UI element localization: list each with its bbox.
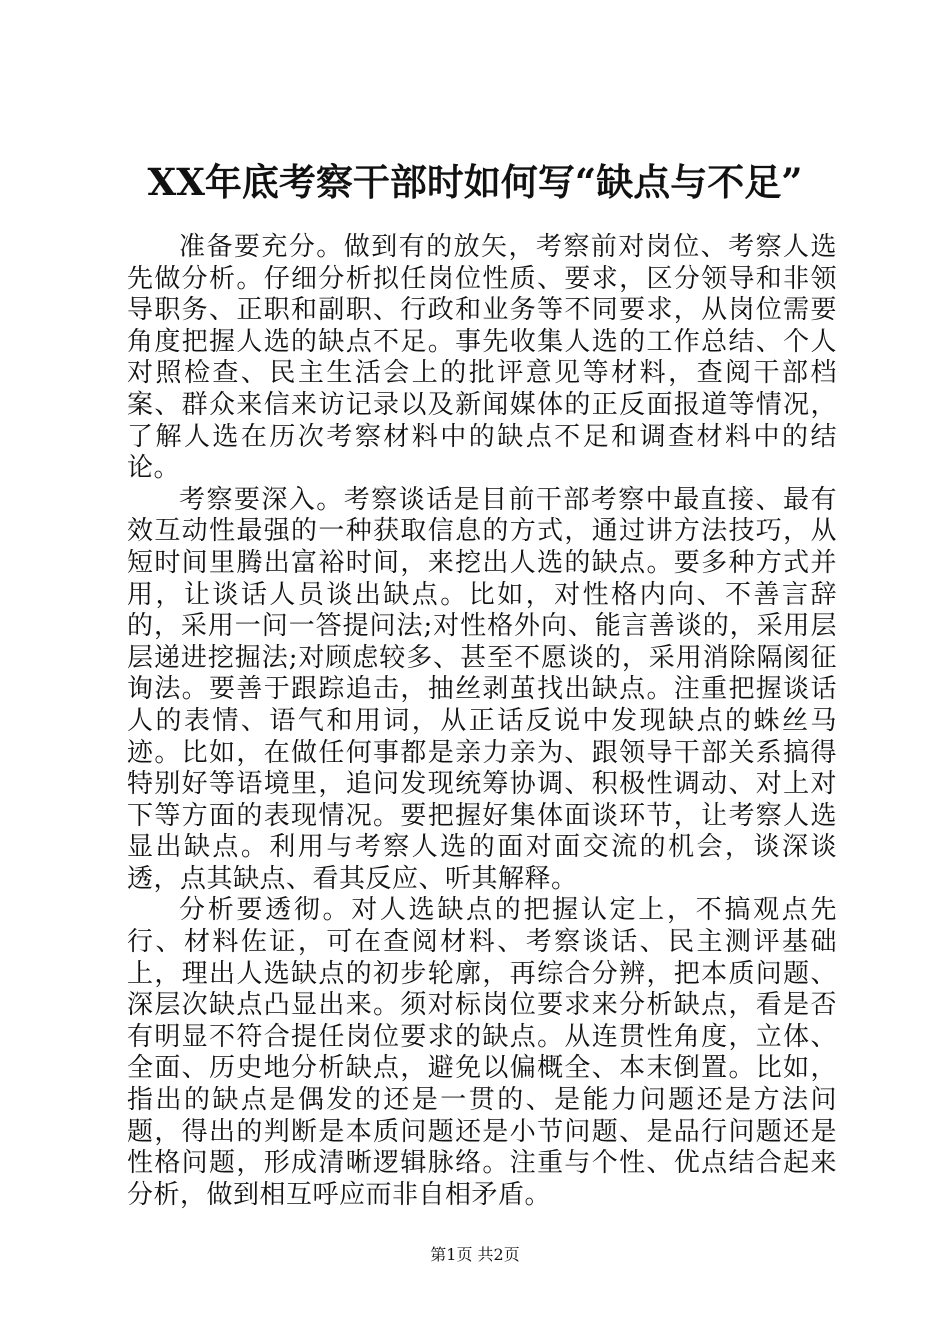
- paragraph-preparation: 准备要充分。做到有的放矢，考察前对岗位、考察人选先做分析。仔细分析拟任岗位性质、要求，区分领导和非领导职务、正职和副职、行政和业务等不同要求，从岗位需要角度把握人选的缺点不足。事先收集人选的工作总结、个人对照检查、民主生活会上的批评意见等材料，查阅干部档案、群众来信来访记录以及新闻媒体的正反面报道等情况，了解人选在历次考察材料中的缺点不足和调查材料中的结论。: [127, 232, 837, 484]
- page-footer: 第1页 共2页: [430, 1245, 520, 1264]
- document-body: [127, 232, 837, 1211]
- paragraph-analysis: 分析要透彻。对人选缺点的把握认定上，不搞观点先行、材料佐证，可在查阅材料、考察谈话、民主测评基础上，理出人选缺点的初步轮廓，再综合分辨，把本质问题、深层次缺点凸显出来。须对标岗位要求来分析缺点，看是否有明显不符合提任岗位要求的缺点。从连贯性角度，立体、全面、历史地分析缺点，避免以偏概全、本末倒置。比如，指出的缺点是偶发的还是一贯的、是能力问题还是方法问题，得出的判断是本质问题还是小节问题、是品行问题还是性格问题，形成清晰逻辑脉络。注重与个性、优点结合起来分析，做到相互呼应而非自相矛盾。: [127, 895, 837, 1210]
- document-title: XX年底考察干部时如何写“缺点与不足”: [147, 160, 803, 204]
- paragraph-investigation: 考察要深入。考察谈话是目前干部考察中最直接、最有效互动性最强的一种获取信息的方式，通过讲方法技巧，从短时间里腾出富裕时间，来挖出人选的缺点。要多种方式并用，让谈话人员谈出缺点。比如，对性格内向、不善言辞的，采用一问一答提问法;对性格外向、能言善谈的，采用层层递进挖掘法;对顾虑较多、甚至不愿谈的，采用消除隔阂征询法。要善于跟踪追击，抽丝剥茧找出缺点。注重把握谈话人的表情、语气和用词，从正话反说中发现缺点的蛛丝马迹。比如，在做任何事都是亲力亲为、跟领导干部关系搞得特别好等语境里，追问发现统筹协调、积极性调动、对上对下等方面的表现情况。要把握好集体面谈环节，让考察人选显出缺点。利用与考察人选的面对面交流的机会，谈深谈透，点其缺点、看其反应、听其解释。: [127, 484, 837, 894]
